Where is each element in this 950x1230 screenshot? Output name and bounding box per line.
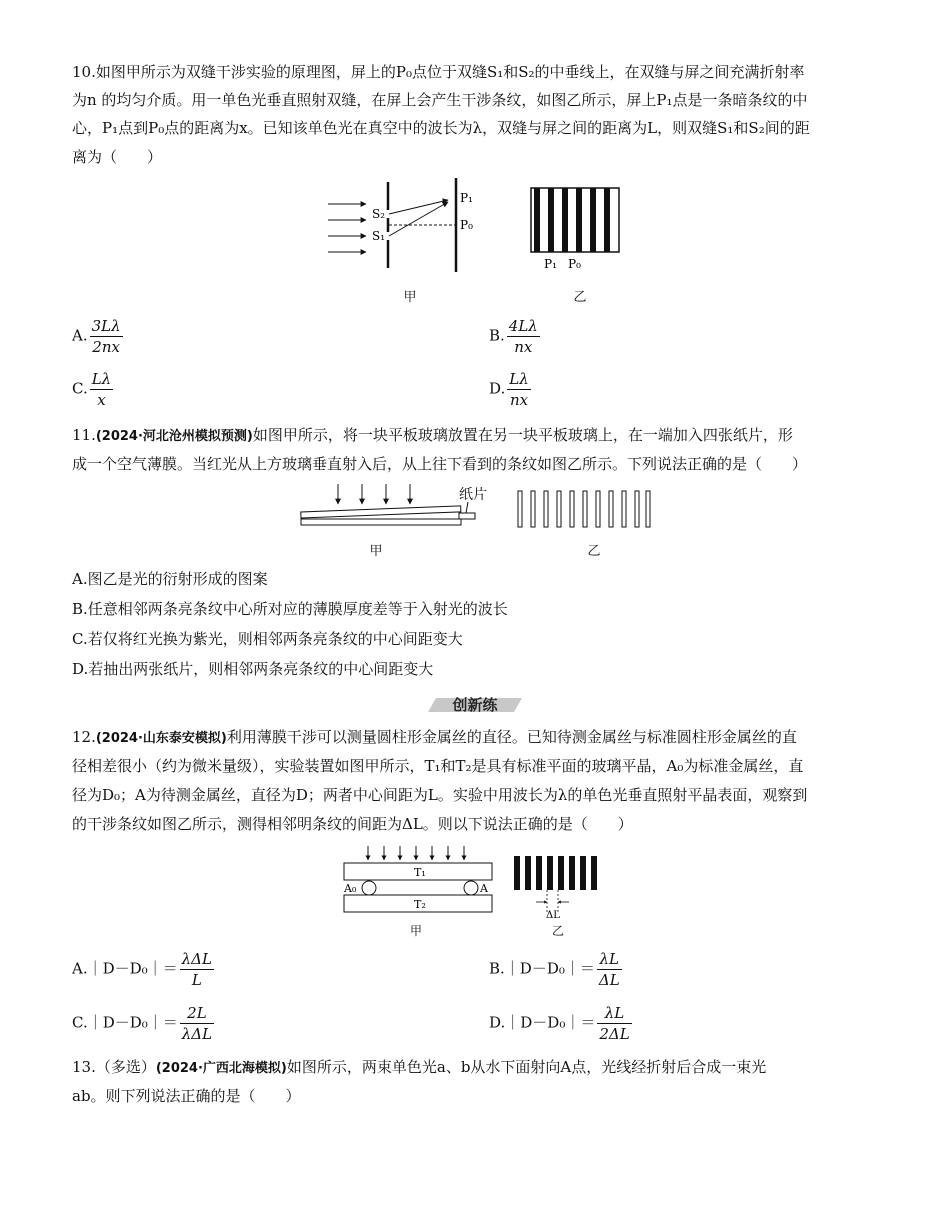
q12-figure-yi	[512, 856, 608, 922]
label-p1: P₁	[460, 191, 473, 205]
q12-line-3: 径为D₀；A为待测金属丝，直径为D；两者中心间距为L。实验中用波长为λ的单色光垂直照射平晶表面，观察到	[72, 786, 808, 804]
q11-source-tag: (2024·河北沧州模拟预测)	[95, 429, 253, 444]
incident-light-arrows	[338, 484, 410, 504]
label-p0: P₀	[460, 218, 473, 232]
q10-option-a[interactable]: A. $\frac{3L\lambda}{2nx}$	[72, 317, 121, 356]
q12-line-4: 的干涉条纹如图乙所示，测得相邻明条纹的间距为ΔL。则以下说法正确的是（ ）	[72, 815, 633, 833]
q11-figure-yi	[514, 490, 654, 530]
q10-line-1: 10.如图甲所示为双缝干涉实验的原理图，屏上的P₀点位于双缝S₁和S₂的中垂线上，在双缝与屏之间充满折射率	[72, 63, 805, 81]
section-title: 创新练	[452, 696, 498, 714]
q10-option-c[interactable]: C. $\frac{L\lambda}{x}$	[72, 370, 112, 409]
q11-option-d[interactable]: D.若抽出两张纸片，则相邻两条亮条纹的中心间距变大	[72, 660, 434, 678]
q12-line-1: 12.(2024·山东泰安模拟)利用薄膜干涉可以测量圆柱形金属丝的直径。已知待测金属丝与标准圆柱形金属丝的直	[72, 728, 797, 746]
q12-figure-jia	[340, 844, 496, 922]
q13-source-tag: (2024·广西北海模拟)	[155, 1061, 287, 1076]
q12-caption-yi: 乙	[551, 924, 564, 938]
q10-option-b[interactable]: B. $\frac{4L\lambda}{nx}$	[489, 317, 538, 356]
q12-line-2: 径相差很小（约为微米量级），实验装置如图甲所示，T₁和T₂是具有标准平面的玻璃平晶，A₀为标准金属丝，直	[72, 757, 804, 775]
q10-figure-yi	[528, 186, 624, 278]
top-glass-plate	[301, 506, 461, 518]
wire-a0	[362, 881, 376, 895]
label-p1-bottom: P₁	[544, 257, 557, 271]
q10-caption-jia: 甲	[403, 290, 417, 305]
q12-source-tag: (2024·山东泰安模拟)	[95, 731, 227, 746]
q10-line-4: 离为（ ）	[72, 148, 163, 166]
wire-a	[464, 881, 478, 895]
dark-fringes	[514, 856, 597, 890]
q10-option-d[interactable]: D. $\frac{L\lambda}{nx}$	[489, 370, 529, 409]
q12-option-d[interactable]: D.｜D－D₀｜＝ $\frac{\lambda L}{2\Delta L}$	[489, 1004, 630, 1043]
q12-caption-jia: 甲	[409, 924, 422, 938]
incident-light-arrows	[328, 204, 366, 252]
label-t2: T₂	[414, 898, 426, 911]
incident-light-arrows	[368, 846, 464, 860]
q11-caption-yi: 乙	[587, 544, 601, 559]
q12-option-c[interactable]: C.｜D－D₀｜＝ $\frac{2L}{\text{λΔL}}$	[72, 1004, 213, 1043]
q12-option-b[interactable]: B.｜D－D₀｜＝ $\frac{\lambda L}{\Delta L}$	[489, 950, 620, 989]
label-a0: A₀	[344, 882, 357, 895]
q10-line-2: 为n 的均匀介质。用一单色光垂直照射双缝，在屏上会产生干涉条纹，如图乙所示，屏上P₁点是一条暗条纹的中	[72, 91, 808, 109]
label-t1: T₁	[414, 866, 426, 879]
q10-caption-yi: 乙	[573, 290, 587, 305]
dark-fringes	[534, 188, 610, 252]
label-s2: S₂	[372, 207, 386, 221]
bottom-glass-plate	[301, 519, 461, 525]
q10-line-3: 心，P₁点到P₀点的距离为x。已知该单色光在真空中的波长为λ，双缝与屏之间的距离为L，则双缝S₁和S₂间的距	[72, 119, 810, 137]
q11-caption-jia: 甲	[369, 544, 383, 559]
paper-stack	[459, 513, 475, 519]
q11-line-2: 成一个空气薄膜。当红光从上方玻璃垂直射入后，从上往下看到的条纹如图乙所示。下列说法正确的是（ ）	[72, 455, 808, 473]
q11-line-1: 11.(2024·河北沧州模拟预测)如图甲所示，将一块平板玻璃放置在另一块平板玻璃上，在一端加入四张纸片，形	[72, 426, 793, 444]
q10-figure-jia	[320, 176, 480, 276]
label-a: A	[480, 882, 488, 895]
q11-option-a[interactable]: A.图乙是光的衍射形成的图案	[72, 570, 268, 588]
bright-fringes	[518, 491, 650, 527]
label-s1: S₁	[372, 229, 386, 243]
q11-option-c[interactable]: C.若仅将红光换为紫光，则相邻两条亮条纹的中心间距变大	[72, 630, 463, 648]
label-p0-bottom: P₀	[568, 257, 581, 271]
q13-line-2: ab。则下列说法正确的是（ ）	[72, 1087, 301, 1105]
q13-line-1: 13.（多选）(2024·广西北海模拟)如图所示，两束单色光a、b从水下面射向A点，光线经折射后合成一束光	[72, 1058, 767, 1076]
q12-option-a[interactable]: A.｜D－D₀｜＝ $\frac{\text{λΔL}}{L}$	[72, 950, 212, 989]
q11-option-b[interactable]: B.任意相邻两条亮条纹中心所对应的薄膜厚度差等于入射光的波长	[72, 600, 508, 618]
q11-label-paper: 纸片	[459, 487, 487, 503]
label-delta-l: ΔL	[546, 910, 560, 921]
